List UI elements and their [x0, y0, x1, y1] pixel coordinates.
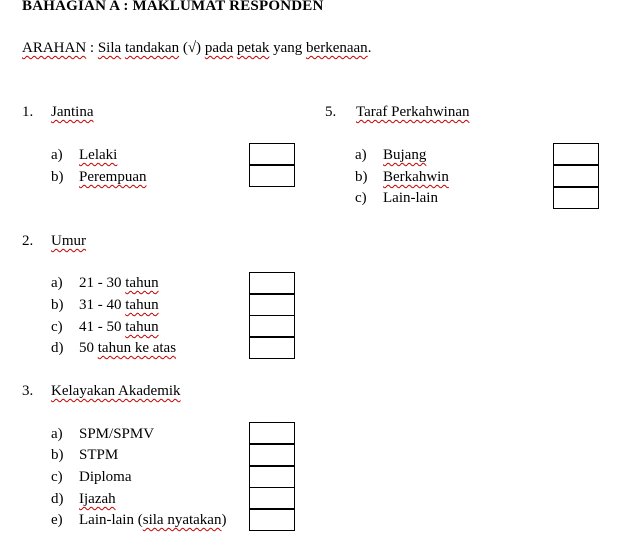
q2-title: Umur [51, 233, 86, 249]
q3-checkbox-a[interactable] [249, 422, 295, 444]
q1-number: 1. [22, 104, 34, 120]
q2-checkbox-c[interactable] [249, 315, 295, 337]
q2-option-b: b) 31 - 40 tahun [51, 297, 159, 313]
q3-checkbox-c[interactable] [249, 466, 295, 488]
q5-number: 5. [325, 104, 337, 120]
q5-checkbox-c[interactable] [553, 187, 599, 209]
q3-number: 3. [22, 383, 34, 399]
q1-checkbox-b[interactable] [249, 165, 295, 187]
q5-option-a: a) Bujang [355, 147, 427, 163]
q3-option-b: b) STPM [51, 447, 119, 463]
q3-title: Kelayakan Akademik [51, 383, 181, 399]
q3-checkbox-b[interactable] [249, 444, 295, 466]
q1-option-a: a) Lelaki [51, 147, 118, 163]
q2-checkbox-d[interactable] [249, 337, 295, 359]
instruction-label: ARAHAN [22, 40, 87, 56]
q3-option-c: c) Diploma [51, 469, 132, 485]
q3-option-d: d) Ijazah [51, 491, 116, 507]
q2-option-a: a) 21 - 30 tahun [51, 275, 159, 291]
q5-title: Taraf Perkahwinan [356, 104, 470, 120]
q5-option-c: c) Lain-lain [355, 190, 438, 206]
q2-option-d: d) 50 tahun ke atas [51, 340, 177, 356]
instruction: ARAHAN : Sila tandakan (√) pada petak yang berkenaan. [22, 40, 372, 56]
q2-checkbox-a[interactable] [249, 272, 295, 294]
q5-checkbox-a[interactable] [553, 143, 599, 165]
q5-checkbox-b[interactable] [553, 165, 599, 187]
q5-option-b: b) Berkahwin [355, 169, 449, 185]
q2-option-c: c) 41 - 50 tahun [51, 319, 159, 335]
q3-option-a: a) SPM/SPMV [51, 426, 155, 442]
q1-checkbox-a[interactable] [249, 143, 295, 165]
q2-number: 2. [22, 233, 34, 249]
q2-checkbox-b[interactable] [249, 294, 295, 316]
q3-option-e: e) Lain-lain (sila nyatakan) [51, 512, 227, 528]
section-title: BAHAGIAN A : MAKLUMAT RESPONDEN [22, 0, 324, 14]
q1-title: Jantina [51, 104, 94, 120]
q3-checkbox-d[interactable] [249, 487, 295, 509]
q1-option-b: b) Perempuan [51, 169, 147, 185]
q3-checkbox-e[interactable] [249, 509, 295, 531]
